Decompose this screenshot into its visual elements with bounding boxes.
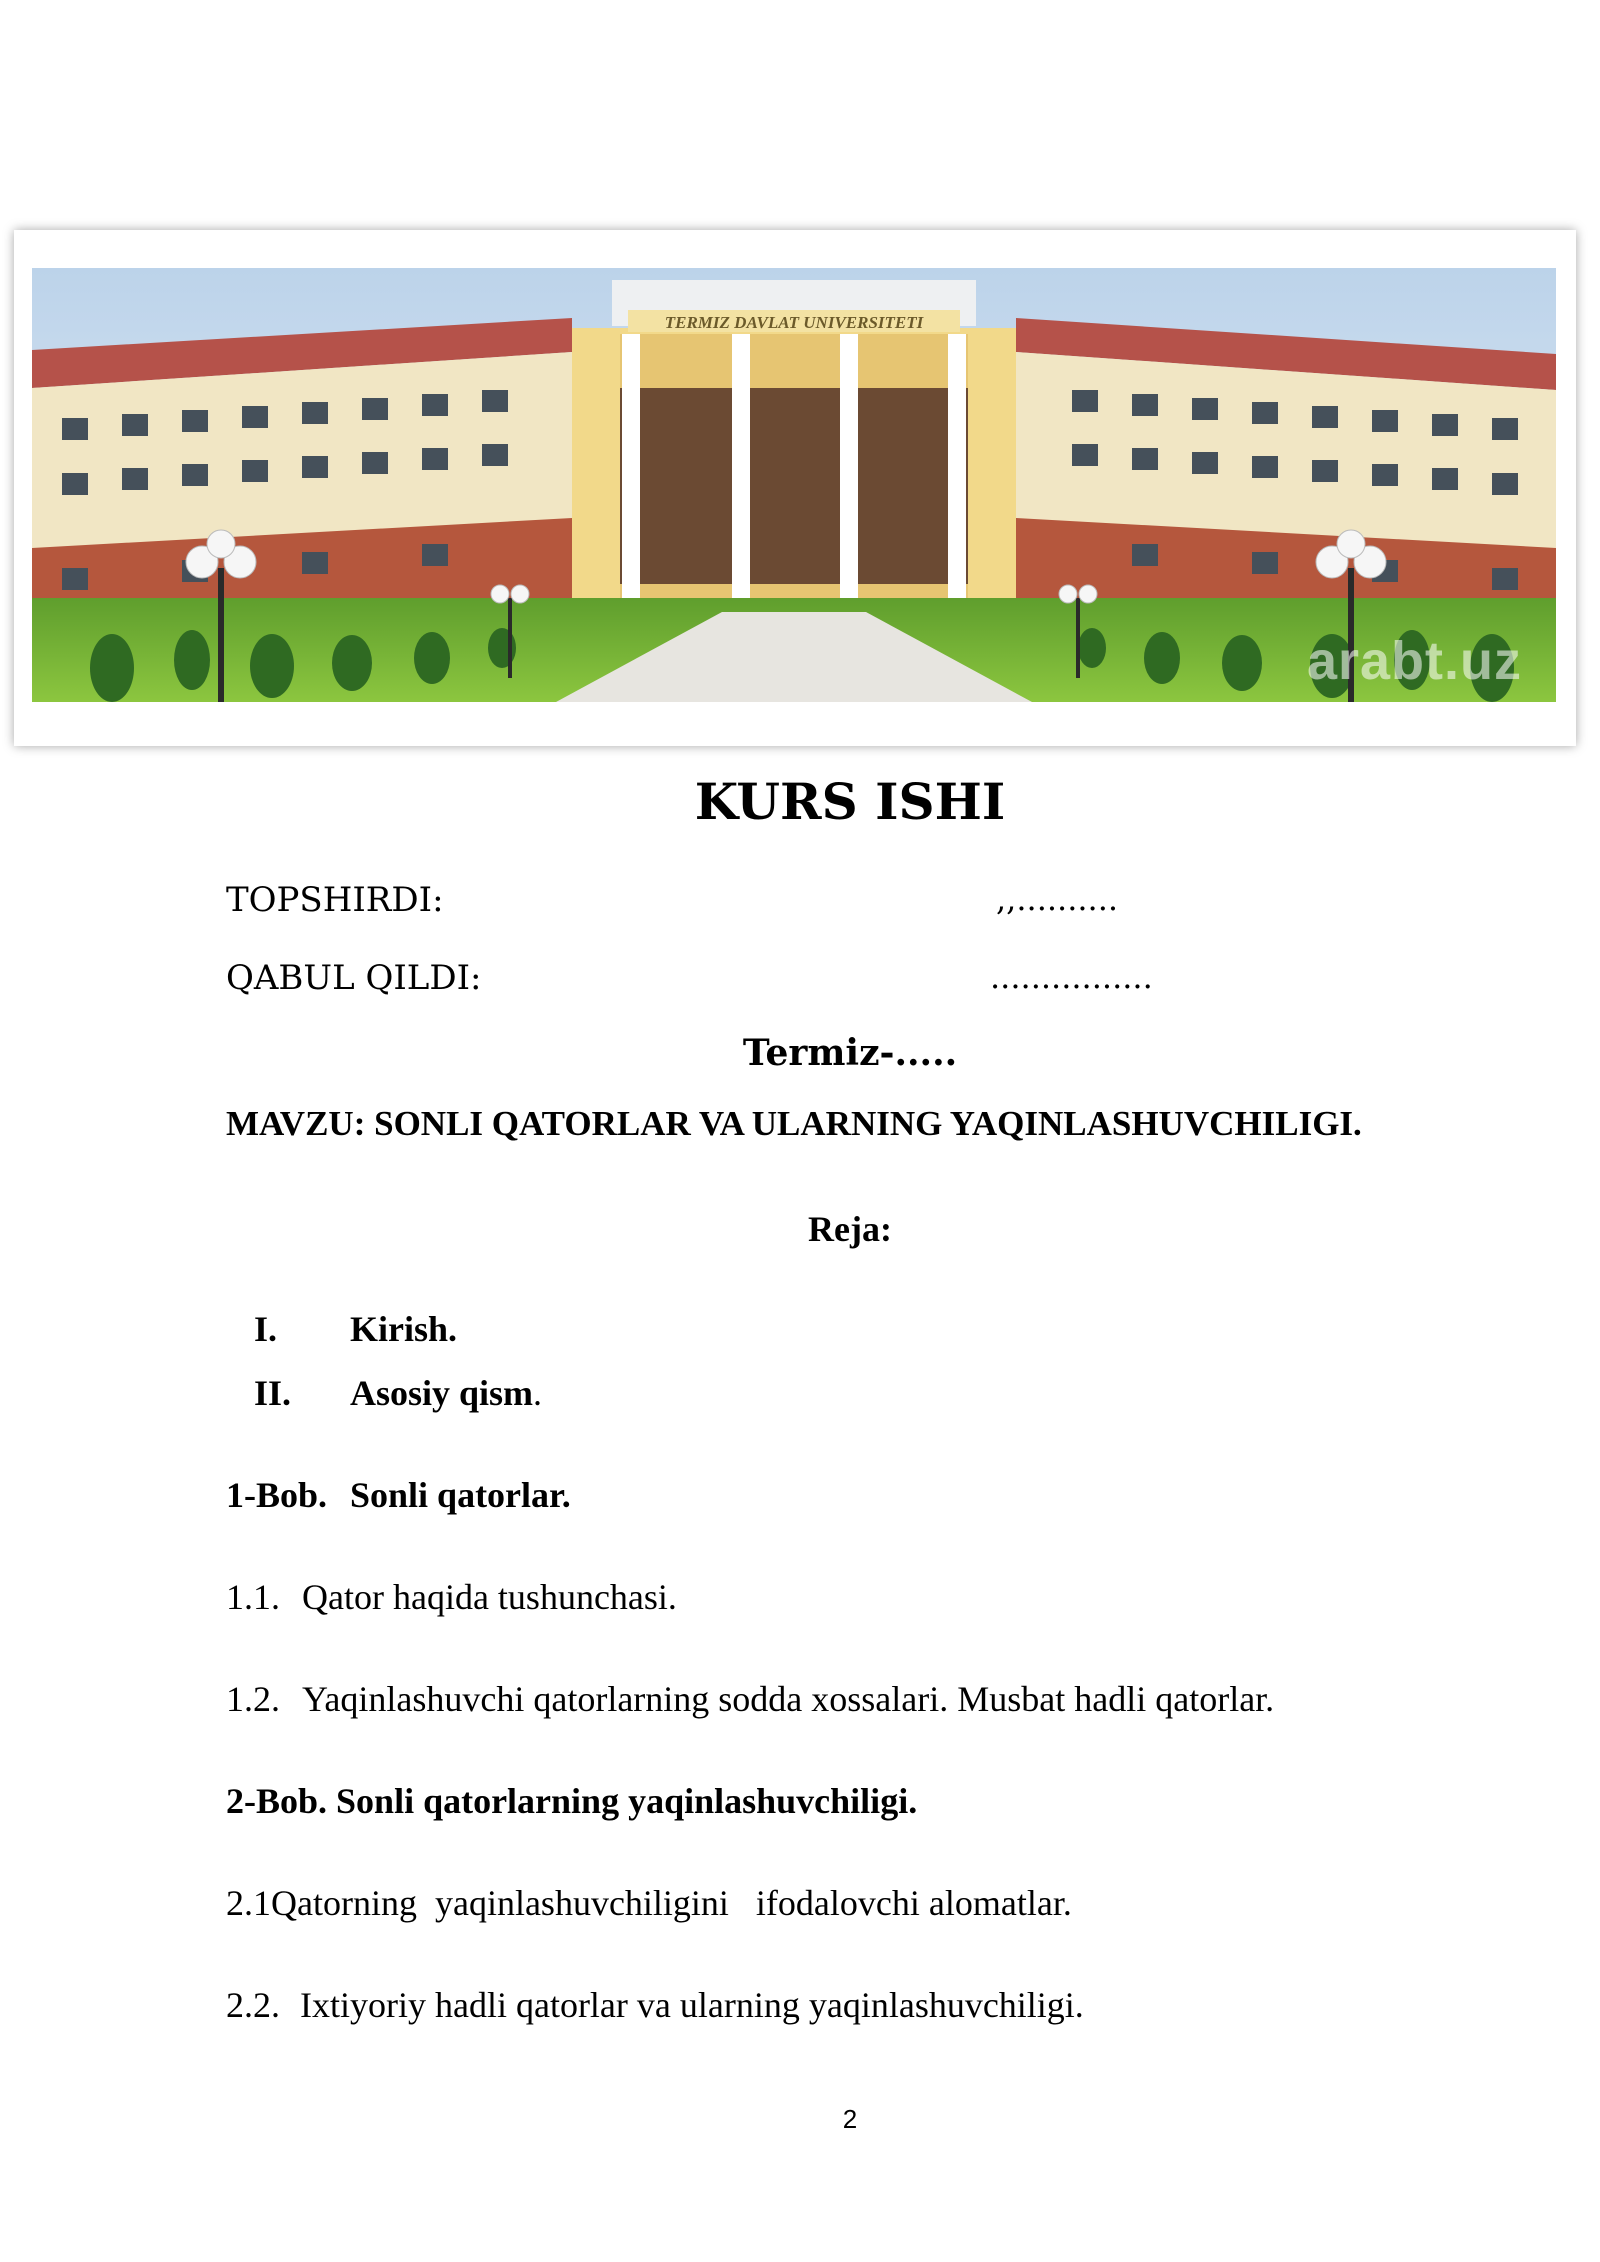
accepted-label: QABUL QILDI: bbox=[226, 958, 482, 998]
building-sign-text: TERMIZ DAVLAT UNIVERSITETI bbox=[664, 313, 924, 332]
city-year: Termiz-..... bbox=[742, 1032, 958, 1074]
plan-item-text: Kirish. bbox=[350, 1309, 458, 1349]
watermark-text: arabt.uz bbox=[1306, 631, 1522, 691]
section-number: 2.2. bbox=[226, 1985, 280, 2025]
topic-heading: MAVZU: SONLI QATORLAR VA ULARNING YAQINLASHUVCHILIGI. bbox=[226, 1104, 1362, 1143]
section-title: Ixtiyoriy hadli qatorlar va ularning yaqinlashuvchiligi. bbox=[300, 1985, 1084, 2025]
chapter-title: 2-Bob. Sonli qatorlarning yaqinlashuvchiligi. bbox=[226, 1781, 918, 1821]
banner-card bbox=[14, 230, 1576, 746]
submitted-label: TOPSHIRDI: bbox=[226, 880, 444, 920]
document-title: KURS ISHI bbox=[694, 772, 1006, 831]
section-number: 1.1. bbox=[226, 1577, 280, 1617]
plan-heading: Reja: bbox=[808, 1209, 892, 1249]
section-title: Yaqinlashuvchi qatorlarning sodda xossalari. Musbat hadli qatorlar. bbox=[302, 1679, 1275, 1719]
submitted-value: ,,.......... bbox=[996, 880, 1119, 918]
chapter-title: Sonli qatorlar. bbox=[350, 1475, 571, 1515]
section-title: Qator haqida tushunchasi. bbox=[302, 1577, 677, 1617]
plan-item-number: I. bbox=[254, 1309, 278, 1349]
plan-item-text: Asosiy qism bbox=[350, 1373, 534, 1413]
section-number: 1.2. bbox=[226, 1679, 280, 1719]
section-title: 2.1Qatorning yaqinlashuvchiligini ifodalovchi alomatlar. bbox=[226, 1883, 1072, 1923]
accepted-value: ................ bbox=[990, 958, 1153, 996]
chapter-number: 1-Bob. bbox=[226, 1475, 328, 1515]
page-number: 2 bbox=[842, 2104, 858, 2134]
university-building-photo bbox=[32, 268, 1556, 702]
plan-item-text-wrapper bbox=[350, 1372, 542, 1414]
plan-item-suffix: . bbox=[533, 1373, 543, 1413]
plan-item-number: II. bbox=[254, 1373, 292, 1413]
